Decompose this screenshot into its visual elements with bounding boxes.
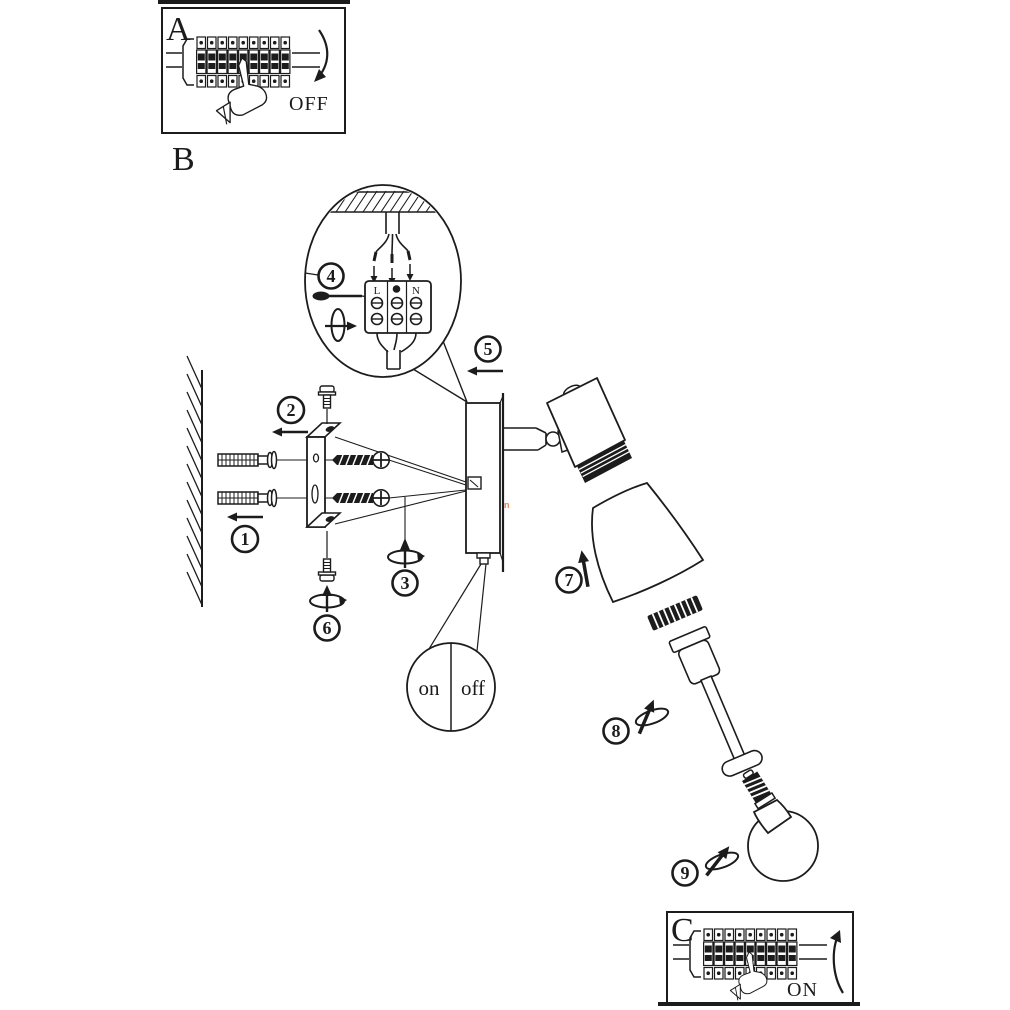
panel-a-label: A [166,11,191,48]
panel-c [658,912,860,1006]
wall-plug [218,452,277,469]
bracket-bolt-bottom [319,531,336,581]
cord-grip [477,553,490,558]
svg-text:6: 6 [322,618,332,638]
terminal-l-label: L [373,285,381,297]
switch-detail-bubble [407,564,495,731]
wiring-detail-bubble [300,185,467,402]
step-9-badge [673,843,741,886]
panel-a [158,0,350,133]
lamp-shade [592,483,703,602]
lamp-socket [668,626,764,779]
svg-text:9: 9 [680,863,690,883]
step-8-badge [604,697,671,743]
wall-plug [218,490,277,507]
step-1-badge [227,513,263,553]
rotate-on-arrow-icon [830,930,843,993]
svg-text:1: 1 [240,529,250,549]
mounting-bracket [307,423,340,527]
terminal-n-label: N [412,285,420,297]
page-edge-line [158,0,350,4]
step-2-badge [272,397,308,437]
svg-text:8: 8 [611,721,621,741]
step-3-badge [388,538,425,596]
wall-plate [466,393,510,572]
step-4-badge [319,264,344,289]
svg-text:7: 7 [564,570,574,590]
svg-text:3: 3 [400,573,410,593]
switch-off-label: off [460,676,486,700]
switch-on-label: on [418,676,440,700]
bracket-bolt-top [319,386,336,424]
step-5-badge [476,337,501,362]
panel-c-label: C [671,912,694,949]
svg-text:2: 2 [286,400,296,420]
mounting-screw [332,490,389,506]
on-label: ON [787,979,818,1001]
watermark: n [504,500,510,510]
assembly-leader-lines [277,437,466,541]
svg-text:4: 4 [326,266,336,286]
wall-section [187,356,202,607]
mounting-screw [332,452,389,468]
light-bulb [739,767,818,881]
shade-ring [647,595,703,631]
section-b-label: B [172,141,195,178]
off-label: OFF [289,93,329,115]
step-6-badge [310,585,347,641]
lamp-head [547,378,632,483]
push-left-arrow-icon [467,367,503,376]
step-7-badge [557,549,594,592]
svg-text:5: 5 [483,339,493,359]
page-edge-line [658,1002,860,1006]
rotate-off-arrow-icon [314,30,327,82]
earth-symbol-icon [393,285,401,293]
terminal-block [365,281,431,333]
plate-fixing-tab [468,477,481,489]
